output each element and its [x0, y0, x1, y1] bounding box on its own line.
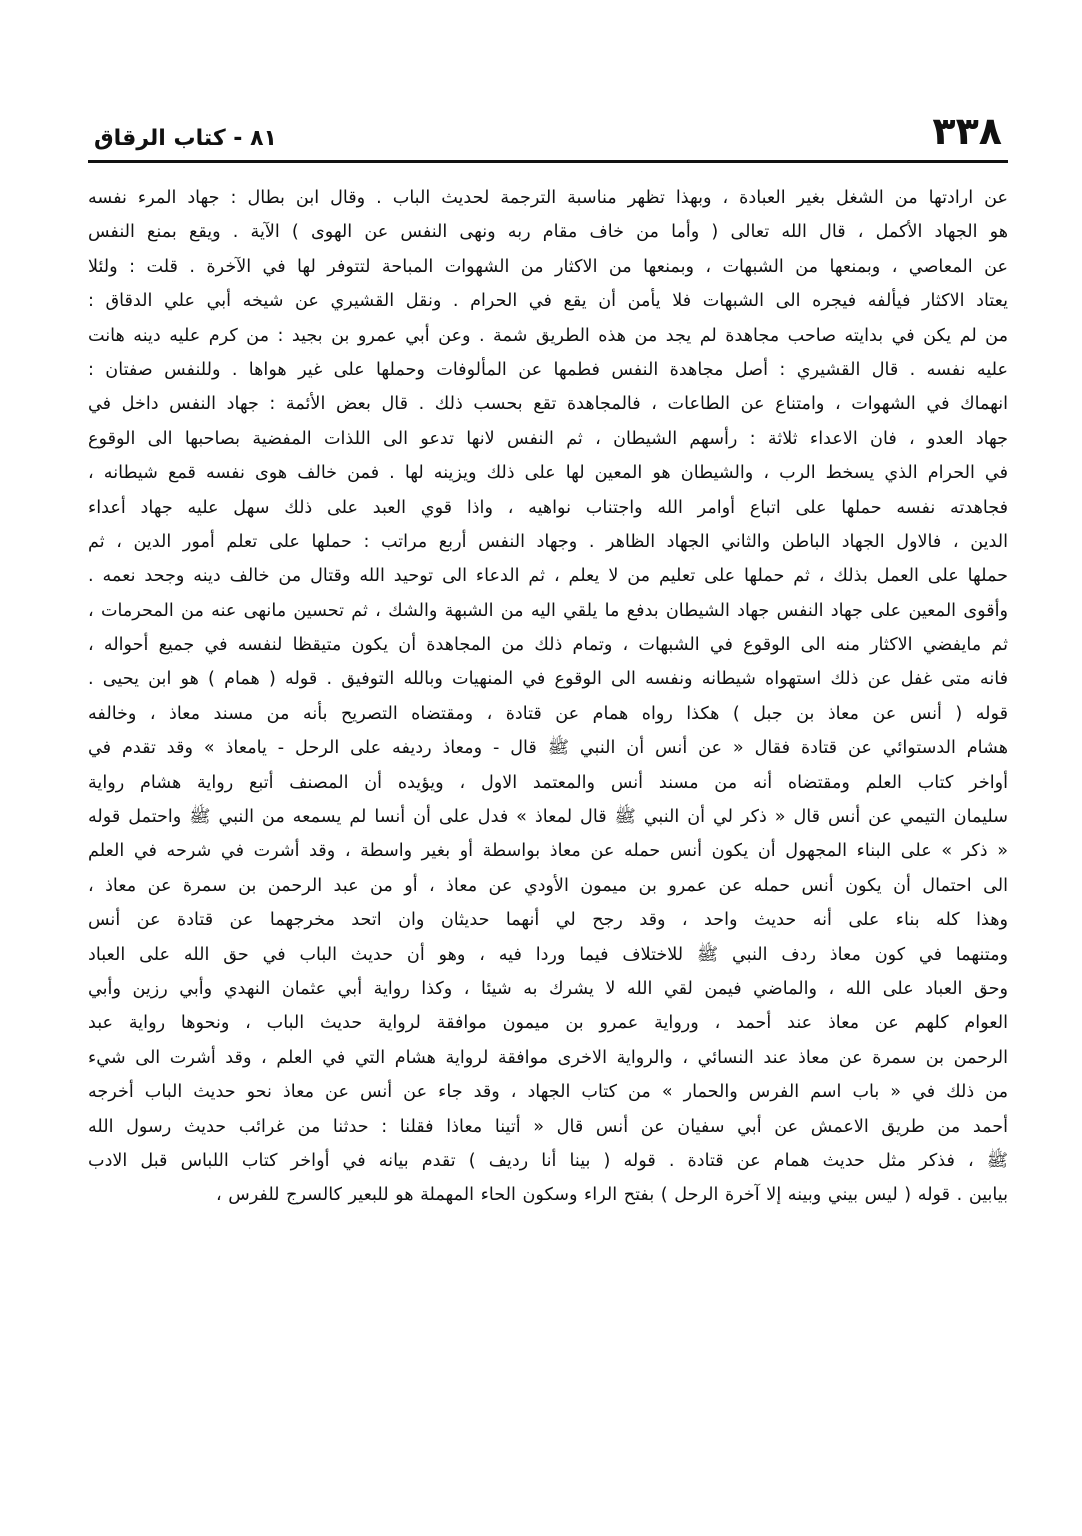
text-line: ﷺ ، فذكر مثل حديث همام عن قتادة . قوله ( بينا أنا رديف ) تقدم بيانه في أواخر كتاب اللباس قبل الادب — [88, 1150, 1008, 1171]
text-line: وأقوى المعين على جهاد النفس جهاد الشيطان بدفع ما يلقي اليه من الشبهة والشك ، ثم تحسين مانهى عنه من المحرمات ، — [88, 600, 1008, 621]
text-line: وحق العباد على الله ، والماضي فيمن لقي الله لا يشرك به شيئا ، وكذا رواية أبي عثمان النهدي وأبي رزين وأبي — [88, 978, 1008, 999]
text-line: الى احتمال أن يكون أنس حمله عن عمرو بن ميمون الأودي عن معاذ ، أو من عبد الرحمن بن سمرة عن معاذ ، — [88, 875, 1008, 896]
text-line: جهاد العدو ، فان الاعداء ثلاثة : رأسهم الشيطان ، ثم النفس لانها تدعو الى اللذات المفضية بصاحبها الى الوقوع — [88, 428, 1008, 449]
text-line: ومتنهما في كون معاذ ردف النبي ﷺ للاختلاف فيما وردا فيه ، وهو أن حديث الباب في حق الله على العباد — [88, 944, 1008, 965]
text-line: العوام كلهم عن معاذ عند أحمد ، ورواية عمرو بن ميمون موافقة لرواية حديث الباب ، ونحوها رواية عبد — [88, 1013, 1008, 1034]
text-line: الرحمن بن سمرة عن معاذ عند النسائي ، والرواية الاخرى موافقة لرواية هشام التي في العلم ، وقد أشرت الى شيء — [88, 1047, 1008, 1068]
book-page — [88, 96, 1008, 1506]
text-line: من ذلك في « باب اسم الفرس والحمار » من كتاب الجهاد ، وقد جاء عن أنس عن معاذ نحو حديث الباب أخرجه — [88, 1082, 1008, 1103]
text-line: انهماك في الشهوات ، وامتناع عن الطاعات ، فالمجاهدة تقع بحسب ذلك . قال بعض الأئمة : جهاد النفس داخل في — [88, 394, 1008, 415]
text-line: أواخر كتاب العلم ومقتضاه أنه من مسند أنس والمعتمد الاول ، ويؤيده أن المصنف أتبع رواية هشام رواية — [88, 772, 1008, 793]
running-head: ٨١ - كتاب الرقاق — [94, 126, 277, 151]
text-line: ثم مايفضي الاكثار منه الى الوقوع في الشبهات ، وتمام ذلك من المجاهدة أن يكون متيقظا لنفسه في جميع أحواله ، — [88, 635, 1008, 656]
text-line: في الحرام الذي يسخط الرب ، والشيطان هو المعين لها على ذلك ويزينه لها . فمن خالف هوى نفسه قمع شيطانه ، — [88, 463, 1008, 484]
text-line: بيابين . قوله ( ليس بيني وبينه إلا آخرة الرحل ) بفتح الراء وسكون الحاء المهملة هو للبعير كالسرج للفرس ، — [215, 1185, 1008, 1206]
text-line: أحمد من طريق الاعمش عن أبي سفيان عن أنس قال « أتينا معاذا فقلنا : حدثنا من غرائب حديث رسول الله — [88, 1116, 1008, 1137]
text-line: من لم يكن في بدايته صاحب مجاهدة لم يجد من هذه الطريق شمة . وعن أبي عمرو بن بجيد : من كرم عليه دينه هانت — [88, 325, 1008, 346]
text-line: هو الجهاد الأكمل ، قال الله تعالى ( وأما من خاف مقام ربه ونهى النفس عن الهوى ) الآية . ويقع بمنع النفس — [88, 222, 1008, 243]
text-line: هشام الدستوائي عن قتادة فقال « عن أنس أن النبي ﷺ قال - ومعاذ رديفه على الرحل - يامعاذ » وقد تقدم في — [88, 738, 1008, 759]
page-number: ٣٣٨ — [932, 109, 1002, 153]
text-line: عن ارادتها من الشغل بغير العبادة ، وبهذا تظهر مناسبة الترجمة لحديث الباب . وقال ابن بطال : جهاد المرء نفسه — [88, 188, 1008, 208]
page-header — [88, 96, 1008, 156]
text-line: « ذكر » على البناء المجهول أن يكون أنس حمله عن معاذ بواسطة أو بغير واسطة ، وقد أشرت في شرحه في العلم — [88, 841, 1008, 862]
text-line: عليه نفسه . قال القشيري : أصل مجاهدة النفس فطمها عن المألوفات وحملها على غير هواها . وللنفس صفتان : — [88, 359, 1008, 380]
text-line: قوله ( أنس عن معاذ بن جبل ) هكذا رواه همام عن قتادة ، ومقتضاه التصريح بأنه من مسند معاذ ، وخالفه — [88, 703, 1008, 724]
text-line: عن المعاصي ، وبمنعها من الشبهات ، وبمنعها من الاكثار من الشهوات المباحة لتتوفر لها في الآخرة . قلت : ولئلا — [88, 256, 1008, 277]
text-line: فجاهدته نفسه حملها على اتباع أوامر الله واجتناب نواهيه ، واذا قوي العبد على ذلك سهل عليه جهاد أعداء — [88, 497, 1008, 518]
text-line: حملها على العمل بذلك ، ثم حملها على تعليم من لا يعلم ، ثم الدعاء الى توحيد الله وقتال من خالف دينه وجحد نعمه . — [88, 566, 1008, 587]
text-line: يعتاد الاكثار فيألفه فيجره الى الشبهات فلا يأمن أن يقع في الحرام . ونقل القشيري عن شيخه أبي علي الدقاق : — [88, 291, 1008, 312]
text-line: الدين ، فالاول الجهاد الباطن والثاني الجهاد الظاهر . وجهاد النفس أربع مراتب : حملها على تعلم أمور الدين ، ثم — [88, 531, 1008, 552]
header-rule — [88, 160, 1008, 163]
text-line: وهذا كله بناء على أنه حديث واحد ، وقد رجح لي أنهما حديثان وان اتحد مخرجهما عن قتادة عن أنس — [88, 910, 1008, 931]
text-line: سليمان التيمي عن أنس قال « ذكر لي أن النبي ﷺ قال لمعاذ » فدل على أن أنسا لم يسمعه من النبي ﷺ واحتمل قوله — [88, 807, 1008, 828]
text-line: فانه متى غفل عن ذلك استهواه شيطانه ونفسه الى الوقوع في المنهيات وبالله التوفيق . قوله ( همام ) هو ابن يحيى . — [88, 669, 1008, 690]
body-text — [88, 181, 1008, 1213]
